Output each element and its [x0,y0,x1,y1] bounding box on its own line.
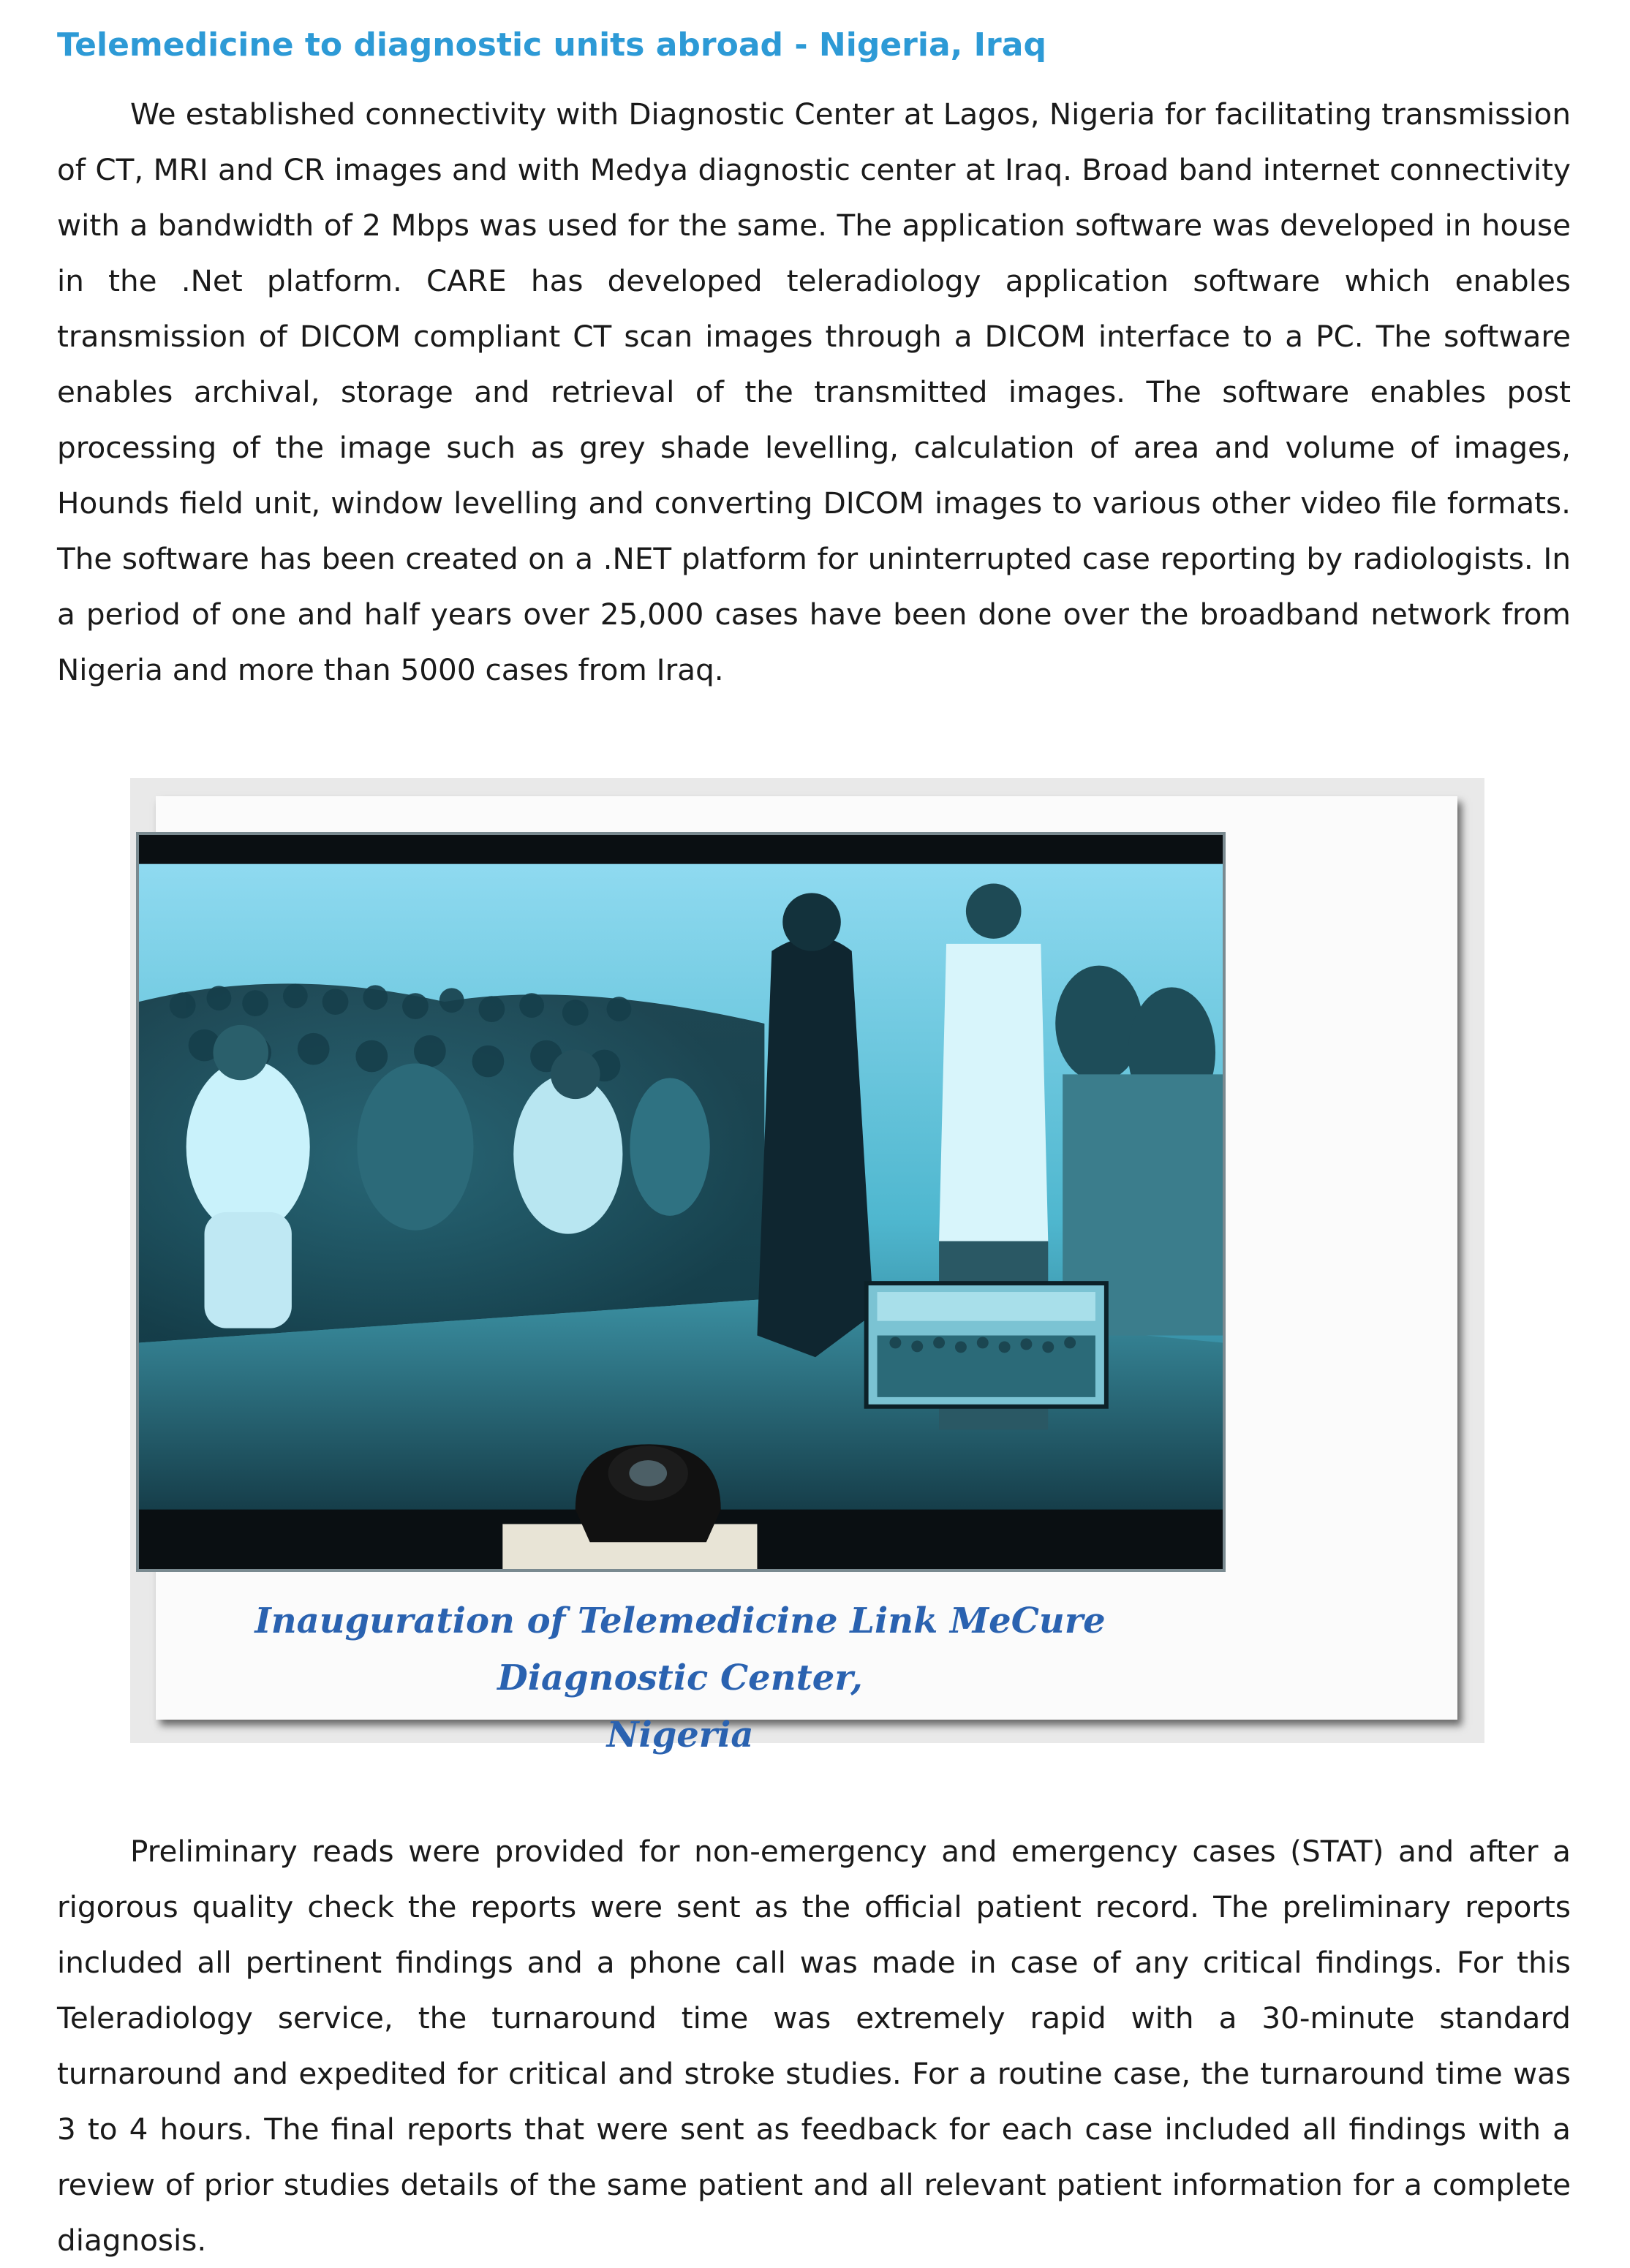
caption-line-2: Nigeria [606,1715,754,1755]
reads-paragraph: Preliminary reads were provided for non-emergency and emergency cases (STAT) and after a rigorous quality check the reports were sent as the official patient record. The preliminary reports included all pertinent findings and a phone call was made in case of any critical findings. For this Teleradiology service, the turnaround time was extremely rapid with a 30-minute standard turnaround and expedited for critical and stroke studies. For a routine case, the turnaround time was 3 to 4 hours. The final reports that were sent as feedback for each case included all findings with a review of prior studies details of the same patient and all relevant patient information for a complete diagnosis. [57,1834,1571,2258]
page-heading: Telemedicine to diagnostic units abroad - Nigeria, Iraq [57,26,1046,64]
photo-illustration [139,835,1223,1569]
intro-paragraph: We established connectivity with Diagnostic Center at Lagos, Nigeria for facilitating transmission of CT, MRI and CR images and with Medya diagnostic center at Iraq. Broad band internet connectivity with a bandwidth of 2 Mbps was used for the same. The application software was developed in house in the .Net platform. CARE has developed teleradiology application software which enables transmission of DICOM compliant CT scan images through a DICOM interface to a PC. The software enables archival, storage and retrieval of the transmitted images. The software enables post processing of the image such as grey shade levelling, calculation of area and volume of images, Hounds field unit, window levelling and converting DICOM images to various other video file formats. The software has been created on a .NET platform for uninterrupted case reporting by radiologists. In a period of one and half years over 25,000 cases have been done over the broadband network from Nigeria and more than 5000 cases from Iraq. [57,97,1571,687]
figure-caption [219,1592,1141,1764]
inauguration-photo [136,832,1226,1572]
caption-line-1: Inauguration of Telemedicine Link MeCure Diagnostic Center, [254,1600,1106,1698]
